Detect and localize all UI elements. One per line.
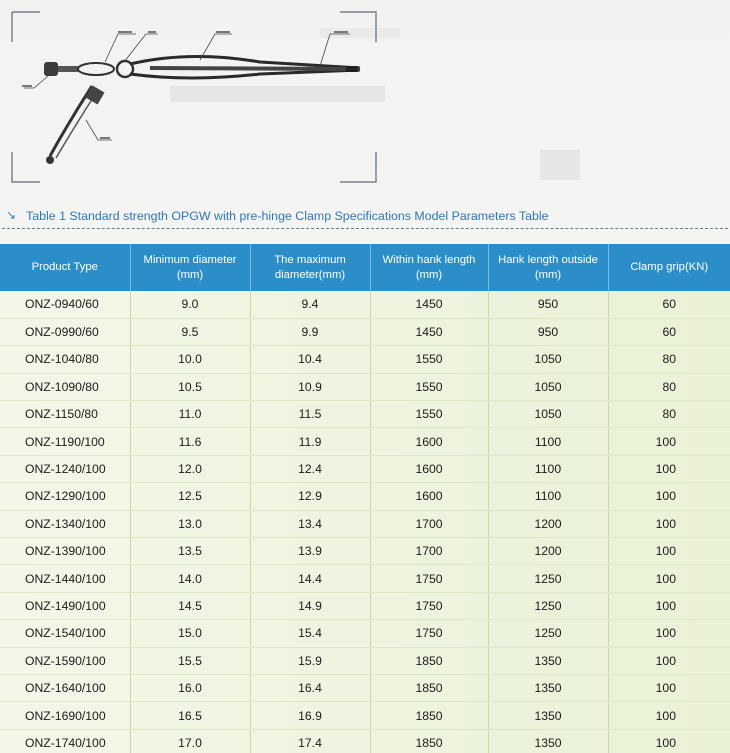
header-text-line: Product Type <box>31 261 98 273</box>
cell-hank-outside: 1050 <box>488 373 608 400</box>
clamp-assembly-drawing <box>0 0 730 200</box>
ghost-bar <box>170 86 385 102</box>
cell-max-diameter: 15.4 <box>250 620 370 647</box>
cell-max-diameter: 15.9 <box>250 647 370 674</box>
table-row <box>0 565 730 592</box>
cell-hank-outside: 1350 <box>488 702 608 729</box>
cell-max-diameter: 12.9 <box>250 483 370 510</box>
cell-product-type: ONZ-1690/100 <box>0 702 130 729</box>
tiny-label-mark <box>334 31 348 33</box>
header-text-line: Within hank length <box>382 253 476 266</box>
cell-within-hank: 1450 <box>370 318 488 345</box>
table-row <box>0 620 730 647</box>
header-product-type <box>0 244 130 291</box>
tiny-label-mark <box>22 85 32 87</box>
cell-within-hank: 1550 <box>370 401 488 428</box>
cell-clamp-grip: 80 <box>608 373 730 400</box>
cell-clamp-grip: 100 <box>608 592 730 619</box>
cell-product-type: ONZ-1490/100 <box>0 592 130 619</box>
cell-within-hank: 1850 <box>370 702 488 729</box>
cell-product-type: ONZ-1190/100 <box>0 428 130 455</box>
leader-line <box>124 34 158 62</box>
cell-within-hank: 1850 <box>370 674 488 701</box>
cell-max-diameter: 11.5 <box>250 401 370 428</box>
cell-hank-outside: 1350 <box>488 647 608 674</box>
cell-clamp-grip: 100 <box>608 565 730 592</box>
cell-clamp-grip: 80 <box>608 401 730 428</box>
table-row <box>0 592 730 619</box>
cell-product-type: ONZ-1590/100 <box>0 647 130 674</box>
cell-hank-outside: 1050 <box>488 346 608 373</box>
cell-min-diameter: 13.0 <box>130 510 250 537</box>
cell-min-diameter: 15.5 <box>130 647 250 674</box>
table-caption: Table 1 Standard strength OPGW with pre-hinge Clamp Specifications Model Parameters Table <box>26 209 549 223</box>
table-row <box>0 674 730 701</box>
cell-product-type: ONZ-1740/100 <box>0 729 130 753</box>
leader-line <box>105 34 136 62</box>
cell-within-hank: 1850 <box>370 647 488 674</box>
cell-within-hank: 1700 <box>370 538 488 565</box>
cell-product-type: ONZ-1340/100 <box>0 510 130 537</box>
cell-clamp-grip: 100 <box>608 428 730 455</box>
cell-hank-outside: 1350 <box>488 674 608 701</box>
cell-max-diameter: 16.4 <box>250 674 370 701</box>
header-hank-outside <box>488 244 608 291</box>
ghost-bar <box>540 150 580 180</box>
cell-product-type: ONZ-1090/80 <box>0 373 130 400</box>
cell-hank-outside: 1100 <box>488 483 608 510</box>
cell-min-diameter: 17.0 <box>130 729 250 753</box>
cell-hank-outside: 950 <box>488 291 608 318</box>
cell-within-hank: 1600 <box>370 483 488 510</box>
tiny-label-mark <box>100 137 110 139</box>
header-within-hank <box>370 244 488 291</box>
cell-within-hank: 1700 <box>370 510 488 537</box>
cell-clamp-grip: 60 <box>608 291 730 318</box>
header-min-diameter <box>130 244 250 291</box>
caption-arrow-icon: ↘ <box>6 208 17 222</box>
cell-within-hank: 1550 <box>370 346 488 373</box>
cell-within-hank: 1600 <box>370 428 488 455</box>
cell-max-diameter: 11.9 <box>250 428 370 455</box>
cell-clamp-grip: 60 <box>608 318 730 345</box>
table-row <box>0 346 730 373</box>
cell-product-type: ONZ-1040/80 <box>0 346 130 373</box>
cell-clamp-grip: 100 <box>608 455 730 482</box>
cell-hank-outside: 1250 <box>488 565 608 592</box>
table-caption-row <box>0 200 730 244</box>
table-row <box>0 510 730 537</box>
cell-product-type: ONZ-1150/80 <box>0 401 130 428</box>
header-max-diameter <box>250 244 370 291</box>
cell-hank-outside: 1100 <box>488 455 608 482</box>
cell-within-hank: 1850 <box>370 729 488 753</box>
cell-within-hank: 1750 <box>370 620 488 647</box>
table-header <box>0 244 730 291</box>
leader-line <box>320 34 350 66</box>
tiny-label-mark <box>118 31 132 33</box>
cell-max-diameter: 10.4 <box>250 346 370 373</box>
cell-within-hank: 1600 <box>370 455 488 482</box>
cell-min-diameter: 12.0 <box>130 455 250 482</box>
header-text-line: (mm) <box>534 268 562 281</box>
table-row <box>0 702 730 729</box>
cell-max-diameter: 13.4 <box>250 510 370 537</box>
cell-min-diameter: 9.5 <box>130 318 250 345</box>
cell-within-hank: 1750 <box>370 592 488 619</box>
cell-max-diameter: 14.9 <box>250 592 370 619</box>
cell-clamp-grip: 100 <box>608 620 730 647</box>
cell-product-type: ONZ-1290/100 <box>0 483 130 510</box>
corner-mark <box>340 152 376 182</box>
header-clamp-grip <box>608 244 730 291</box>
cell-clamp-grip: 100 <box>608 674 730 701</box>
cell-min-diameter: 16.0 <box>130 674 250 701</box>
cell-min-diameter: 11.0 <box>130 401 250 428</box>
clamp-drawing-area <box>0 0 730 200</box>
cell-hank-outside: 950 <box>488 318 608 345</box>
cell-max-diameter: 10.9 <box>250 373 370 400</box>
cell-max-diameter: 12.4 <box>250 455 370 482</box>
cell-clamp-grip: 100 <box>608 729 730 753</box>
cell-product-type: ONZ-1440/100 <box>0 565 130 592</box>
cell-min-diameter: 15.0 <box>130 620 250 647</box>
table-row <box>0 483 730 510</box>
cell-max-diameter: 9.9 <box>250 318 370 345</box>
cell-product-type: ONZ-0990/60 <box>0 318 130 345</box>
table-row <box>0 538 730 565</box>
cell-max-diameter: 16.9 <box>250 702 370 729</box>
link-plate <box>78 63 114 75</box>
cell-clamp-grip: 100 <box>608 647 730 674</box>
down-lead-cable <box>50 86 92 156</box>
corner-mark <box>12 12 40 42</box>
cell-product-type: ONZ-1640/100 <box>0 674 130 701</box>
table-body <box>0 291 730 753</box>
cell-min-diameter: 9.0 <box>130 291 250 318</box>
table-row <box>0 373 730 400</box>
header-text-line: Minimum diameter <box>143 253 237 266</box>
header-text-line: Hank length outside <box>498 253 598 266</box>
tiny-label-mark <box>216 31 230 33</box>
header-text-line: diameter(mm) <box>274 268 346 281</box>
tiny-label-mark <box>148 31 156 33</box>
cell-clamp-grip: 100 <box>608 483 730 510</box>
cell-min-diameter: 14.0 <box>130 565 250 592</box>
cell-min-diameter: 12.5 <box>130 483 250 510</box>
cell-within-hank: 1550 <box>370 373 488 400</box>
cell-min-diameter: 10.5 <box>130 373 250 400</box>
corner-mark <box>12 152 40 182</box>
cell-product-type: ONZ-0940/60 <box>0 291 130 318</box>
lead-clamp <box>85 85 104 104</box>
lead-terminal <box>46 156 54 164</box>
cell-max-diameter: 9.4 <box>250 291 370 318</box>
cell-min-diameter: 16.5 <box>130 702 250 729</box>
cell-product-type: ONZ-1240/100 <box>0 455 130 482</box>
cell-clamp-grip: 100 <box>608 702 730 729</box>
cell-max-diameter: 17.4 <box>250 729 370 753</box>
cell-min-diameter: 13.5 <box>130 538 250 565</box>
cell-min-diameter: 10.0 <box>130 346 250 373</box>
table-row <box>0 647 730 674</box>
cell-within-hank: 1450 <box>370 291 488 318</box>
clevis-fitting <box>44 62 58 76</box>
cell-product-type: ONZ-1390/100 <box>0 538 130 565</box>
cell-clamp-grip: 100 <box>608 538 730 565</box>
table-row <box>0 729 730 753</box>
table-row <box>0 318 730 345</box>
cell-max-diameter: 13.9 <box>250 538 370 565</box>
cell-hank-outside: 1350 <box>488 729 608 753</box>
cell-within-hank: 1750 <box>370 565 488 592</box>
cell-hank-outside: 1200 <box>488 510 608 537</box>
header-text-line: The maximum <box>274 253 346 266</box>
table-row <box>0 455 730 482</box>
table-row <box>0 401 730 428</box>
header-text-line: Clamp grip(KN) <box>630 261 709 273</box>
cell-hank-outside: 1100 <box>488 428 608 455</box>
table-row <box>0 291 730 318</box>
clevis-link <box>58 66 78 72</box>
header-text-line: (mm) <box>415 268 443 281</box>
cell-min-diameter: 11.6 <box>130 428 250 455</box>
cell-hank-outside: 1200 <box>488 538 608 565</box>
header-row <box>0 244 730 291</box>
cell-hank-outside: 1250 <box>488 620 608 647</box>
cable-body <box>150 68 360 69</box>
header-text-line: (mm) <box>176 268 204 281</box>
cell-product-type: ONZ-1540/100 <box>0 620 130 647</box>
cell-hank-outside: 1050 <box>488 401 608 428</box>
table-row <box>0 428 730 455</box>
specifications-table <box>0 244 730 753</box>
ghost-bar <box>320 28 400 38</box>
cell-clamp-grip: 100 <box>608 510 730 537</box>
cell-clamp-grip: 80 <box>608 346 730 373</box>
cable-end <box>346 66 358 72</box>
cell-hank-outside: 1250 <box>488 592 608 619</box>
dashed-divider <box>2 228 728 229</box>
cell-max-diameter: 14.4 <box>250 565 370 592</box>
preformed-rod-lower <box>130 70 360 78</box>
cell-min-diameter: 14.5 <box>130 592 250 619</box>
